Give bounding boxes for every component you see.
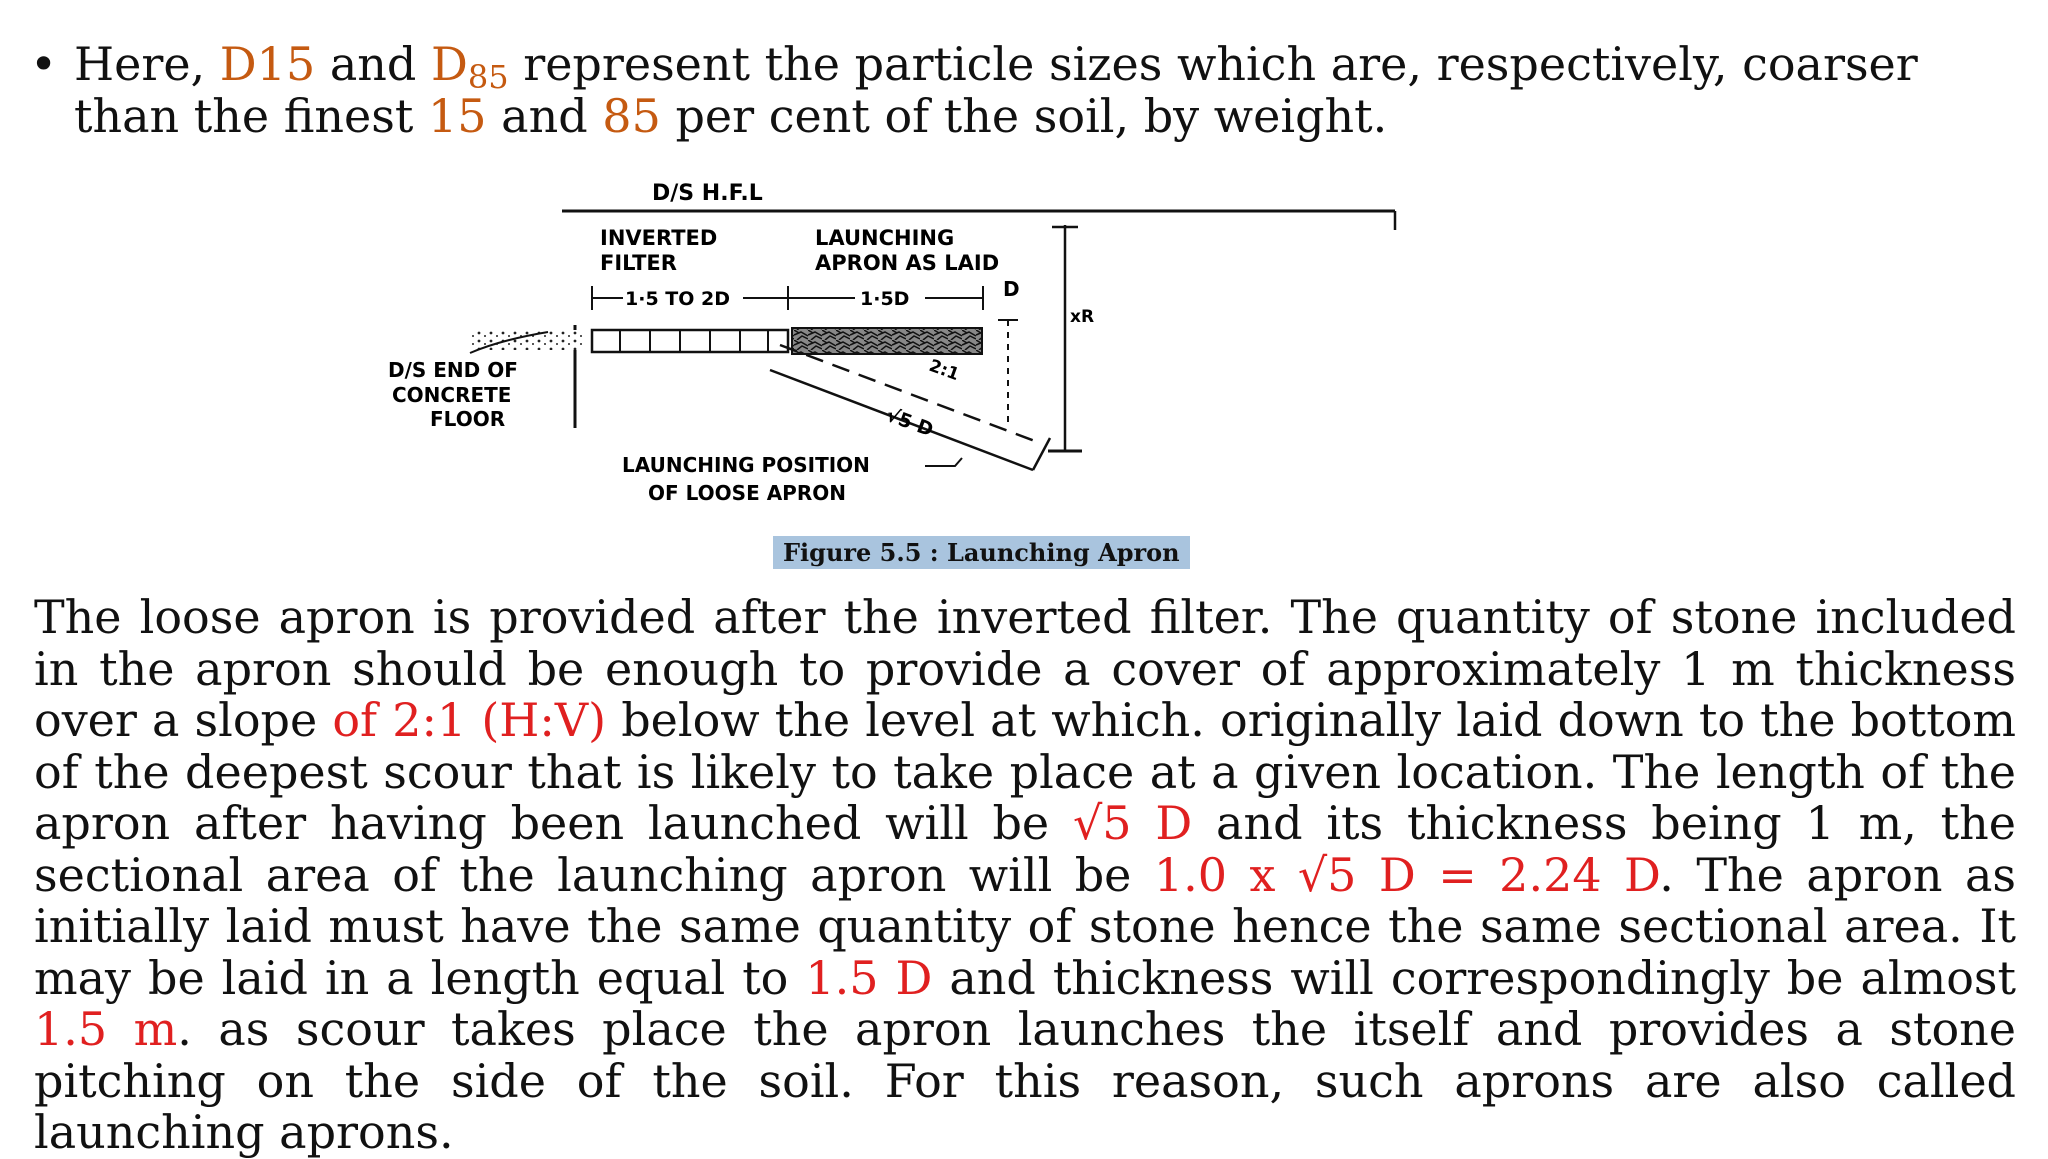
percent-15: 15 [428,89,487,143]
body-paragraph [34,592,2016,1159]
launching-apron-figure [388,170,1400,580]
sectional-area: 1.0 x √5 D = 2.24 D [1153,847,1660,902]
d15-term: D15 [219,37,316,91]
concrete-label: CONCRETE [392,383,512,407]
d85-letter: D [430,37,468,91]
para-text: . The apron as initially laid must have the same quantity of stone hence the same sectional area. It may be laid in a length equal to [34,847,2016,1005]
laid-length: 1.5 D [805,950,933,1005]
floor-label: FLOOR [430,407,506,431]
bullet-text [74,38,2020,142]
launching-apron-diagram [388,170,1400,580]
apron-as-laid [792,328,982,354]
bullet-text-part: represent the particle sizes which are, respectively, coarser than the finest [74,37,1918,143]
loose-apron-label: OF LOOSE APRON [648,481,846,505]
figure-caption: Figure 5.5 : Launching Apron [773,536,1190,569]
launch-pointer [925,458,962,466]
para-text: below the level at which. originally laid down to the bottom of the deepest scour that is likely to take place at a given location. The length of the apron after having been launched will be [34,693,2017,850]
dim-15to2d: 1·5 TO 2D [625,288,730,310]
d85-term [430,37,509,96]
launch-position-label: LAUNCHING POSITION [622,453,870,477]
xr-label: xR [1070,307,1095,327]
d85-subscript: 85 [467,58,509,96]
bullet-text-part: and [501,89,588,143]
inverted-label: INVERTED [600,226,718,250]
d-label: D [1003,277,1020,301]
bullet-point [30,38,2020,142]
root5d-label: √5 D [883,404,937,442]
launching-label: LAUNCHING [815,226,955,250]
ds-end-label: D/S END OF [388,358,518,382]
para-text: The loose apron is provided after the inverted filter. The quantity of stone included in the apron should be enough to provide a cover of approximately 1 m thickness over a slope [34,590,2016,747]
para-text: and thickness will correspondingly be almost [949,950,2016,1005]
bullet-text-part: per cent of the soil, by weight. [675,89,1388,143]
slope-label: 2:1 [926,355,962,386]
launched-length: √5 D [1072,796,1193,850]
para-text: . as scour takes place the apron launches the itself and provides a stone pitching on the side of the soil. For this reason, such aprons are also called launching aprons. [34,1002,2016,1159]
filter-label: FILTER [600,251,677,275]
slope-ratio: of 2:1 (H:V) [332,693,607,747]
apron-laid-label: APRON AS LAID [815,251,1000,275]
laid-thickness: 1.5 m [34,1002,178,1056]
dim-15d: 1·5D [860,288,910,310]
inverted-filter [592,330,788,352]
bullet-dot: • [30,37,58,91]
bullet-text-part: Here, [74,37,206,91]
launched-apron-end [1033,438,1050,470]
hfl-label: D/S H.F.L [652,181,763,206]
bullet-text-part: and [329,37,417,91]
para-text: and its thickness being 1 m, the sectional area of the launching apron will be [34,796,2016,902]
percent-85: 85 [602,89,661,143]
